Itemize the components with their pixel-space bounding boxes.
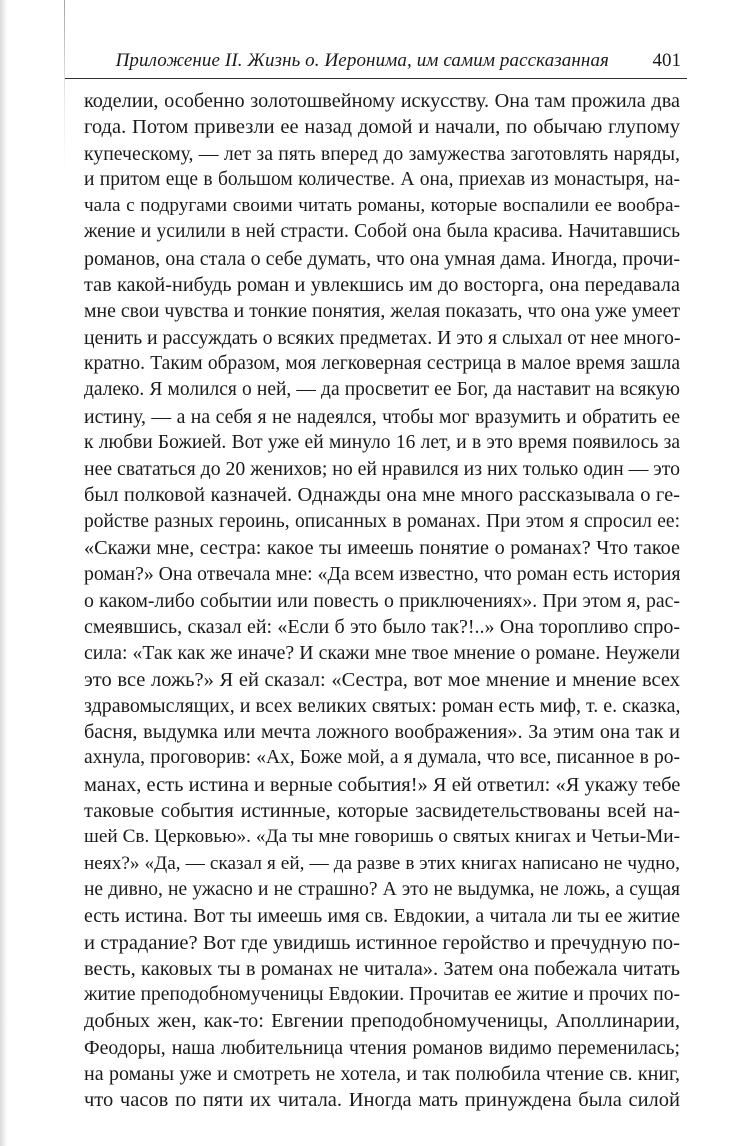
text-line: к любви Божией. Вот уже ей минуло 16 лет, и в это время появилось за (84, 431, 680, 453)
text-line: «Скажи мне, сестра: какое ты имеешь понятие о романах? Что такое (84, 537, 680, 560)
running-title: Приложение II. Жизнь о. Иеронима, им самим рассказанная (115, 50, 609, 71)
text-line: весть, каковых ты в романах не читала». Затем она побежала читать (84, 957, 680, 980)
text-line: таковые события истинные, которые засвидетельствованы всей на- (84, 800, 680, 823)
text-line: года. Потом привезли ее назад домой и начали, по обычаю глупому (84, 116, 680, 139)
text-line: есть истина. Вот ты имеешь имя св. Евдокии, а читала ли ты ее житие (84, 905, 680, 928)
text-line: кратно. Таким образом, моя легковерная сестрица в малое время зашла (84, 352, 680, 374)
text-line: купеческому, — лет за пять вперед до замужества заготовлять наряды, (84, 142, 680, 165)
text-line: шей Св. Церковью». «Да ты мне говоришь о святых книгах и Четьи-Ми- (84, 826, 680, 848)
text-line: жение и усилили в ней страсти. Собой она была красива. Начитавшись (84, 221, 680, 243)
text-line: сила: «Так как же иначе? И скажи мне твое мнение о романе. Неужели (84, 642, 680, 665)
text-line: смеявшись, сказал ей: «Если б это было так?!..» Она торопливо спро- (84, 615, 680, 638)
text-line: тав какой-нибудь роман и увлекшись им до восторга, она передавала (84, 274, 680, 297)
text-line: нее свататься до 20 женихов; но ей нравился из них только один — это (84, 458, 680, 481)
text-line: здравомыслящих, и всех великих святых: роман есть миф, т. е. сказка, (84, 694, 680, 717)
page-number: 401 (652, 50, 681, 71)
page-crease (64, 0, 65, 1146)
text-line: далеко. Я молился о ней, — да просветит ее Бог, да наставит на всякую (84, 379, 680, 401)
text-line: романов, она стала о себе думать, что она умная дама. Иногда, прочи- (84, 247, 680, 270)
running-header (65, 44, 687, 79)
text-line: мне свои чувства и тонкие понятия, желая показать, что она уже умеет (84, 300, 680, 323)
text-line: роман?» Она отвечала мне: «Да всем известно, что роман есть история (84, 563, 680, 586)
text-line: неях?» «Да, — сказал я ей, — да разве в этих книгах написано не чудно, (84, 852, 680, 874)
text-line: был полковой казначей. Однажды она мне много рассказывала о ге- (84, 484, 680, 507)
text-line: истину, — а на себя я не надеялся, чтобы мог вразумить и обратить ее (84, 405, 680, 428)
text-line: ценить и рассуждать о всяких предметах. И это я слыхал от нее много- (84, 326, 680, 349)
text-line: это все ложь?» Я ей сказал: «Сестра, вот мое мнение и мнение всех (84, 668, 680, 691)
binding-edge (0, 0, 8, 1146)
text-line: чала с подругами своими читать романы, которые воспалили ее вообра- (84, 195, 680, 217)
text-line: басня, выдумка или мечта ложного воображения». За этим она так и (84, 721, 680, 744)
text-line: на романы уже и смотреть не хотела, и так полюбила чтение св. книг, (84, 1062, 680, 1085)
text-line: манах, есть истина и верные события!» Я ей ответил: «Я укажу тебе (84, 773, 680, 796)
text-line: о каком-либо событии или повесть о приключениях». При этом я, рас- (84, 589, 680, 612)
text-line: и притом еще в большом количестве. А она, приехав из монастыря, на- (84, 168, 680, 190)
text-line: ахнула, проговорив: «Ах, Боже мой, а я думала, что все, писанное в ро- (84, 747, 680, 769)
text-line: не дивно, не ужасно и не страшно? А это не выдумка, не ложь, а сущая (84, 878, 680, 900)
text-line: житие преподобномученицы Евдокии. Прочитав ее житие и прочих по- (84, 984, 680, 1006)
text-line: коделии, особенно золотошвейному искусству. Она там прожила два (84, 90, 680, 112)
text-line: добных жен, как-то: Евгении преподобномученицы, Аполлинарии, (84, 1010, 680, 1033)
body-text (84, 88, 680, 1114)
text-line: что часов по пяти их читала. Иногда мать принуждена была силой (84, 1089, 680, 1112)
text-line: ройстве разных героинь, описанных в романах. При этом я спросил ее: (84, 510, 680, 532)
text-line: и страдание? Вот где увидишь истинное геройство и пречудную по- (84, 931, 680, 954)
text-line: Феодоры, наша любительница чтения романов видимо переменилась; (84, 1036, 680, 1059)
